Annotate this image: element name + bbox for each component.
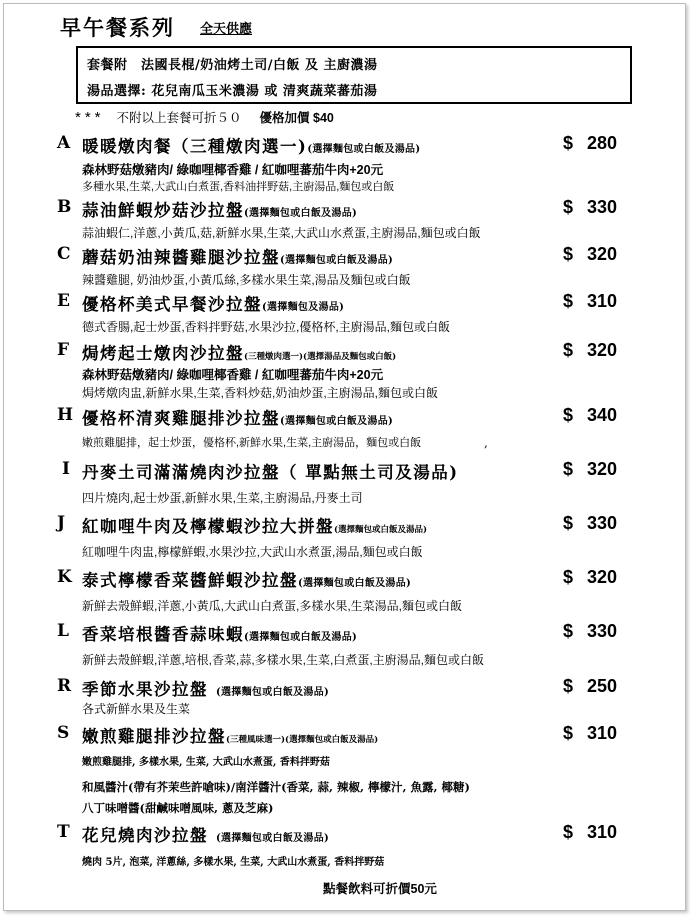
item-description: 嫩煎雞腿排，起士炒蛋，優格杯,新鮮水果,生菜,主廚湯品，麵包或白飯	[82, 437, 422, 449]
currency-sign: $	[563, 676, 574, 696]
item-letter: S	[57, 723, 70, 743]
item-name	[82, 133, 420, 157]
item-letter: A	[57, 133, 71, 153]
sauce-option-miso: 八丁味噌醬(甜鹹味噌風味, 蔥及芝麻)	[82, 801, 274, 815]
item-letter: I	[62, 459, 70, 479]
item-name-text: 香菜培根醬香蒜味蝦	[82, 625, 244, 644]
item-name-text: 蘑菇奶油辣醬雞腿沙拉盤	[82, 248, 280, 267]
item-price	[563, 513, 617, 534]
item-letter: T	[57, 822, 70, 842]
price-value: 250	[587, 676, 618, 696]
set-info-box	[76, 46, 632, 104]
item-note: (選擇麵包或白飯及湯品)	[307, 144, 421, 155]
item-letter: B	[57, 197, 72, 217]
item-letter: K	[57, 567, 72, 587]
item-name-text: 嫩煎雞腿排沙拉盤	[82, 727, 226, 746]
item-description: 新鮮去殼鮮蝦,洋蔥,小黃瓜,大武山白煮蛋,多樣水果,生菜湯品,麵包或白飯	[82, 599, 463, 613]
item-price	[563, 459, 617, 480]
currency-sign: $	[563, 133, 574, 153]
item-note: (選擇麵包或白飯及湯品)	[244, 208, 358, 219]
item-name	[82, 822, 329, 846]
currency-sign: $	[563, 340, 574, 360]
item-name-text: 優格杯美式早餐沙拉盤	[82, 295, 262, 314]
item-name-text: 優格杯清爽雞腿排沙拉盤	[82, 409, 280, 428]
item-price	[563, 133, 617, 154]
discount-note	[75, 108, 334, 126]
item-price	[563, 621, 617, 642]
item-price	[563, 405, 617, 426]
discount-text: 不附以上套餐可折５０	[116, 111, 242, 125]
price-value: 280	[587, 133, 618, 153]
currency-sign: $	[563, 291, 574, 311]
item-price	[563, 244, 617, 265]
stars-mark: ***	[75, 109, 105, 126]
price-value: 330	[587, 513, 618, 533]
price-value: 310	[587, 291, 618, 311]
item-note: (選擇麵包或白飯及湯品)	[280, 416, 394, 427]
price-value: 320	[587, 340, 618, 360]
item-name-text: 蒜油鮮蝦炒菇沙拉盤	[82, 201, 244, 220]
soup-choice-line: 湯品選擇: 花兒南瓜玉米濃湯 或 清爽蔬菜蕃茄湯	[87, 84, 378, 99]
currency-sign: $	[563, 197, 574, 217]
currency-sign: $	[563, 405, 574, 425]
currency-sign: $	[563, 723, 574, 743]
currency-sign: $	[563, 459, 574, 479]
item-price	[563, 822, 617, 843]
item-name	[82, 513, 427, 537]
item-note: (三種風味選一)(選擇麵包或白飯及湯品)	[226, 735, 379, 745]
page-subtitle: 全天供應	[200, 22, 253, 37]
item-options: 森林野菇燉豬肉/ 綠咖哩椰香雞 / 紅咖哩蕃茄牛肉+20元	[82, 368, 384, 382]
item-letter: E	[57, 291, 70, 311]
item-name	[82, 340, 396, 364]
item-description: 嫩煎雞腿排, 多樣水果, 生菜, 大武山水煮蛋, 香料拌野菇	[82, 757, 330, 768]
item-description: 紅咖哩牛肉盅,檸檬鮮蝦,水果沙拉,大武山水煮蛋,湯品,麵包或白飯	[82, 545, 423, 559]
item-note: (選擇麵包及湯品)	[262, 302, 345, 313]
drink-discount-footer: 點餐飲料可折價50元	[323, 882, 437, 896]
item-options: 森林野菇燉豬肉/ 綠咖哩椰香雞 / 紅咖哩蕃茄牛肉+20元	[82, 163, 384, 177]
item-note: (選擇麵包或白飯及湯品)	[334, 525, 428, 535]
item-price	[563, 567, 617, 588]
price-value: 310	[587, 723, 618, 743]
item-name	[82, 244, 393, 268]
currency-sign: $	[563, 567, 574, 587]
item-name-text: 花兒燒肉沙拉盤	[82, 826, 208, 845]
set-includes-line: 套餐附 法國長棍/奶油烤土司/白飯 及 主廚濃湯	[87, 58, 378, 73]
price-value: 340	[587, 405, 618, 425]
item-name	[82, 621, 357, 645]
item-note: (選擇麵包或白飯及湯品)	[244, 632, 358, 643]
item-price	[563, 340, 617, 361]
item-note: (選擇麵包或白飯及湯品)	[216, 833, 330, 844]
item-letter: R	[57, 676, 72, 696]
item-letter: L	[57, 621, 69, 641]
price-value: 310	[587, 822, 618, 842]
item-description: 蒜油蝦仁,洋蔥,小黃瓜,菇,新鮮水果,生菜,大武山水煮蛋,主廚湯品,麵包或白飯	[82, 226, 481, 240]
price-value: 330	[587, 197, 618, 217]
price-value: 320	[587, 567, 618, 587]
item-note: (選擇麵包或白飯及湯品)	[280, 255, 394, 266]
price-value: 320	[587, 459, 618, 479]
item-name	[82, 459, 459, 483]
currency-sign: $	[563, 513, 574, 533]
item-price	[563, 197, 617, 218]
item-note: (三種燉肉選一)(選擇湯品及麵包或白飯)	[244, 352, 397, 362]
item-letter: J	[57, 513, 66, 533]
currency-sign: $	[563, 621, 574, 641]
item-name-text: 紅咖哩牛肉及檸檬蝦沙拉大拼盤	[82, 517, 334, 536]
price-value: 330	[587, 621, 618, 641]
item-description: 各式新鮮水果及生菜	[82, 702, 191, 716]
item-description: 新鮮去殼鮮蝦,洋蔥,培根,香菜,蒜,多樣水果,生菜,白煮蛋,主廚湯品,麵包或白飯	[82, 653, 485, 667]
currency-sign: $	[563, 822, 574, 842]
sauce-options: 和風醬汁(帶有芥茉些許嗆味)/南洋醬汁(香菜, 蒜, 辣椒, 檸檬汁, 魚露, 椰糖)	[82, 780, 470, 794]
price-value: 320	[587, 244, 618, 264]
yogurt-premium: 優格加價 $40	[259, 111, 334, 125]
item-description: 四片燒肉,起士炒蛋,新鮮水果,生菜,主廚湯品,丹麥土司	[82, 491, 363, 505]
item-name	[82, 723, 378, 747]
item-letter: F	[57, 340, 70, 360]
item-name	[82, 291, 344, 315]
item-name	[82, 567, 411, 591]
stray-mark: ,	[484, 436, 488, 450]
item-description: 燒肉 5片, 泡菜, 洋蔥絲, 多樣水果, 生菜, 大武山水煮蛋, 香料拌野菇	[82, 857, 385, 868]
item-name-text: 焗烤起士燉肉沙拉盤	[82, 344, 244, 363]
item-price	[563, 676, 617, 697]
item-name-text: 丹麥土司滿滿燒肉沙拉盤（ 單點無土司及湯品)	[82, 463, 459, 482]
page-title: 早午餐系列	[60, 15, 175, 40]
currency-sign: $	[563, 244, 574, 264]
item-description: 德式香腸,起士炒蛋,香料拌野菇,水果沙拉,優格杯,主廚湯品,麵包或白飯	[82, 320, 451, 334]
item-letter: H	[57, 405, 74, 425]
item-name-text: 泰式檸檬香菜醬鮮蝦沙拉盤	[82, 571, 298, 590]
item-name	[82, 197, 357, 221]
item-description: 多種水果,生菜,大武山白煮蛋,香料油拌野菇,主廚湯品,麵包或白飯	[82, 181, 395, 193]
item-price	[563, 291, 617, 312]
item-name	[82, 676, 329, 700]
item-name-text: 暖暖燉肉餐（三種燉肉選一)	[82, 137, 308, 156]
item-note: (選擇麵包或白飯及湯品)	[216, 687, 330, 698]
item-description: 辣醬雞腿, 奶油炒蛋,小黃瓜絲,多樣水果生菜,湯品及麵包或白飯	[82, 273, 411, 287]
item-letter: C	[57, 244, 71, 264]
item-name-text: 季節水果沙拉盤	[82, 680, 208, 699]
item-name	[82, 405, 393, 429]
item-description: 焗烤燉肉盅,新鮮水果,生菜,香料炒菇,奶油炒蛋,主廚湯品,麵包或白飯	[82, 386, 439, 400]
item-price	[563, 723, 617, 744]
item-note: (選擇麵包或白飯及湯品)	[298, 578, 412, 589]
